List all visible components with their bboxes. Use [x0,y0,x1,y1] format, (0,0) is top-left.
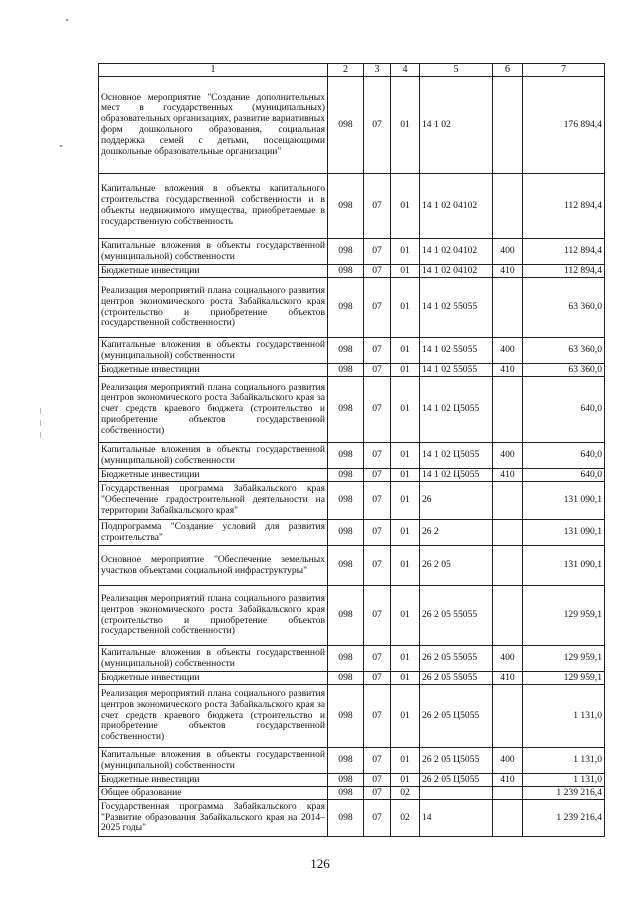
cell-subsection: 01 [391,443,420,469]
table-row [99,377,605,443]
cell-amount: 1 131,0 [523,748,605,774]
cell-subsection: 01 [391,774,420,787]
cell-section: 07 [364,646,391,672]
table-row [99,787,605,800]
table-row [99,338,605,364]
cell-name: Государственная программа Забайкальского края "Развитие образования Забайкальского края на 2014–2025 годы" [99,800,328,837]
cell-subsection: 01 [391,77,420,174]
cell-amount: 176 894,4 [523,77,605,174]
cell-section: 07 [364,338,391,364]
cell-name: Капитальные вложения в объекты государственной (муниципальной) собственности [99,646,328,672]
cell-target-article: 26 2 [420,520,493,546]
header-cell: 7 [523,64,605,77]
cell-grbs: 098 [328,546,364,586]
cell-section: 07 [364,469,391,482]
cell-amount: 1 131,0 [523,774,605,787]
cell-section: 07 [364,77,391,174]
cell-expense-type [493,77,523,174]
cell-grbs: 098 [328,338,364,364]
cell-target-article: 14 1 02 Ц5055 [420,443,493,469]
table-row [99,800,605,837]
cell-amount: 640,0 [523,443,605,469]
cell-grbs: 098 [328,586,364,646]
cell-name: Капитальные вложения в объекты государственной (муниципальной) собственности [99,748,328,774]
cell-expense-type: 410 [493,265,523,278]
cell-subsection: 01 [391,482,420,520]
cell-subsection: 01 [391,546,420,586]
cell-expense-type [493,377,523,443]
cell-amount: 1 239 216,4 [523,787,605,800]
cell-target-article: 14 1 02 55055 [420,278,493,338]
cell-target-article: 14 1 02 55055 [420,338,493,364]
table-row [99,646,605,672]
cell-section: 07 [364,586,391,646]
cell-grbs: 098 [328,278,364,338]
cell-target-article: 26 2 05 55055 [420,586,493,646]
cell-amount: 1 131,0 [523,685,605,748]
table-body [99,77,605,837]
cell-section: 07 [364,265,391,278]
cell-subsection: 01 [391,174,420,239]
header-cell: 4 [391,64,420,77]
header-cell: 3 [364,64,391,77]
cell-grbs: 098 [328,77,364,174]
cell-amount: 63 360,0 [523,278,605,338]
table-row [99,364,605,377]
cell-amount: 63 360,0 [523,364,605,377]
cell-section: 07 [364,174,391,239]
cell-subsection: 01 [391,469,420,482]
cell-grbs: 098 [328,239,364,265]
cell-target-article: 14 [420,800,493,837]
table-row [99,685,605,748]
cell-name: Государственная программа Забайкальского края "Обеспечение градостроительной деятельности на территории Забайкальского края" [99,482,328,520]
cell-amount: 131 090,1 [523,546,605,586]
cell-amount: 1 239 216,4 [523,800,605,837]
cell-subsection: 01 [391,338,420,364]
cell-name: Капитальные вложения в объекты капитального строительства государственной собственности и в объекты недвижимого имущества, приобретаемые в государственную собственность [99,174,328,239]
cell-grbs: 098 [328,443,364,469]
cell-subsection: 01 [391,646,420,672]
cell-target-article: 14 1 02 04102 [420,174,493,239]
table-row [99,443,605,469]
cell-section: 07 [364,443,391,469]
cell-target-article: 14 1 02 [420,77,493,174]
cell-expense-type: 410 [493,469,523,482]
cell-name: Бюджетные инвестиции [99,774,328,787]
table-row [99,174,605,239]
cell-grbs: 098 [328,364,364,377]
cell-expense-type [493,586,523,646]
budget-table [98,63,605,837]
table-row [99,774,605,787]
cell-section: 07 [364,748,391,774]
cell-subsection: 01 [391,672,420,685]
cell-subsection: 01 [391,278,420,338]
cell-name: Реализация мероприятий плана социального развития центров экономического роста Забайкальского края (строительство и приобретение объектов государственной собственности) [99,586,328,646]
header-cell: 2 [328,64,364,77]
cell-section: 07 [364,546,391,586]
cell-expense-type: 410 [493,774,523,787]
cell-grbs: 098 [328,377,364,443]
cell-subsection: 01 [391,748,420,774]
cell-amount: 640,0 [523,469,605,482]
cell-subsection: 02 [391,800,420,837]
cell-grbs: 098 [328,672,364,685]
header-cell: 5 [420,64,493,77]
cell-section: 07 [364,774,391,787]
cell-target-article: 14 1 02 Ц5055 [420,377,493,443]
cell-target-article: 26 2 05 Ц5055 [420,774,493,787]
cell-expense-type: 400 [493,443,523,469]
cell-target-article: 26 2 05 Ц5055 [420,748,493,774]
cell-name: Бюджетные инвестиции [99,265,328,278]
cell-subsection: 01 [391,364,420,377]
cell-target-article: 26 2 05 Ц5055 [420,685,493,748]
cell-expense-type: 400 [493,239,523,265]
cell-expense-type: 410 [493,672,523,685]
cell-subsection: 01 [391,377,420,443]
cell-grbs: 098 [328,174,364,239]
scan-edge-mark [40,408,41,414]
cell-expense-type [493,546,523,586]
table-header [99,64,605,77]
cell-expense-type [493,482,523,520]
cell-subsection: 01 [391,239,420,265]
cell-name: Основное мероприятие "Создание дополнительных мест в государственных (муниципальных) образовательных организациях, развитие вариативных форм дошкольного образования, социальная поддержка семей с детьми, посещающими дошкольные образовательные организации" [99,77,328,174]
cell-expense-type: 400 [493,338,523,364]
cell-grbs: 098 [328,748,364,774]
cell-section: 07 [364,787,391,800]
cell-section: 07 [364,377,391,443]
scan-speck [60,145,62,147]
cell-grbs: 098 [328,520,364,546]
cell-name: Реализация мероприятий плана социального развития центров экономического роста Забайкальского края за счет средств краевого бюджета (строительство и приобретение объектов государственной собственности) [99,377,328,443]
cell-grbs: 098 [328,800,364,837]
cell-name: Реализация мероприятий плана социального развития центров экономического роста Забайкальского края за счет средств краевого бюджета (строительство и приобретение объектов государственной собственности) [99,685,328,748]
cell-grbs: 098 [328,787,364,800]
cell-subsection: 01 [391,520,420,546]
cell-grbs: 098 [328,265,364,278]
cell-amount: 131 090,1 [523,520,605,546]
table-row [99,672,605,685]
cell-name: Капитальные вложения в объекты государственной (муниципальной) собственности [99,239,328,265]
cell-amount: 129 959,1 [523,646,605,672]
cell-target-article: 26 [420,482,493,520]
header-cell: 6 [493,64,523,77]
cell-name: Капитальные вложения в объекты государственной (муниципальной) собственности [99,338,328,364]
cell-section: 07 [364,520,391,546]
cell-amount: 131 090,1 [523,482,605,520]
table-row [99,520,605,546]
cell-section: 07 [364,239,391,265]
cell-section: 07 [364,672,391,685]
cell-expense-type [493,278,523,338]
scan-speck [66,19,68,21]
cell-name: Подпрограмма "Создание условий для развития строительства" [99,520,328,546]
cell-expense-type [493,520,523,546]
cell-section: 07 [364,685,391,748]
cell-expense-type: 410 [493,364,523,377]
cell-section: 07 [364,482,391,520]
page-number: 126 [310,856,330,871]
scan-edge-mark [40,420,41,426]
table-row [99,546,605,586]
cell-expense-type [493,800,523,837]
cell-subsection: 02 [391,787,420,800]
cell-amount: 112 894,4 [523,239,605,265]
cell-amount: 112 894,4 [523,265,605,278]
cell-name: Основное мероприятие "Обеспечение земельных участков объектами социальной инфраструктуры" [99,546,328,586]
cell-target-article: 14 1 02 04102 [420,265,493,278]
scan-edge-mark [40,432,41,438]
cell-amount: 640,0 [523,377,605,443]
cell-name: Бюджетные инвестиции [99,364,328,377]
cell-amount: 129 959,1 [523,586,605,646]
cell-name: Капитальные вложения в объекты государственной (муниципальной) собственности [99,443,328,469]
header-cell: 1 [99,64,328,77]
cell-expense-type: 400 [493,646,523,672]
cell-amount: 63 360,0 [523,338,605,364]
table-row [99,265,605,278]
table-row [99,748,605,774]
table-row [99,77,605,174]
cell-expense-type [493,685,523,748]
cell-section: 07 [364,800,391,837]
cell-target-article: 14 1 02 04102 [420,239,493,265]
cell-target-article: 26 2 05 [420,546,493,586]
cell-section: 07 [364,364,391,377]
cell-amount: 112 894,4 [523,174,605,239]
cell-target-article: 14 1 02 55055 [420,364,493,377]
table-row [99,586,605,646]
cell-subsection: 01 [391,265,420,278]
table-row [99,239,605,265]
cell-grbs: 098 [328,469,364,482]
cell-name: Бюджетные инвестиции [99,469,328,482]
cell-grbs: 098 [328,646,364,672]
cell-name: Бюджетные инвестиции [99,672,328,685]
header-row [99,64,605,77]
cell-grbs: 098 [328,774,364,787]
cell-subsection: 01 [391,685,420,748]
table-row [99,469,605,482]
cell-name: Реализация мероприятий плана социального развития центров экономического роста Забайкальского края (строительство и приобретение объектов государственной собственности) [99,278,328,338]
cell-name: Общее образование [99,787,328,800]
cell-target-article [420,787,493,800]
cell-expense-type [493,174,523,239]
cell-amount: 129 959,1 [523,672,605,685]
cell-target-article: 14 1 02 Ц5055 [420,469,493,482]
cell-expense-type: 400 [493,748,523,774]
cell-expense-type [493,787,523,800]
table-row [99,278,605,338]
cell-grbs: 098 [328,482,364,520]
cell-subsection: 01 [391,586,420,646]
cell-section: 07 [364,278,391,338]
cell-target-article: 26 2 05 55055 [420,672,493,685]
cell-target-article: 26 2 05 55055 [420,646,493,672]
cell-grbs: 098 [328,685,364,748]
table-row [99,482,605,520]
